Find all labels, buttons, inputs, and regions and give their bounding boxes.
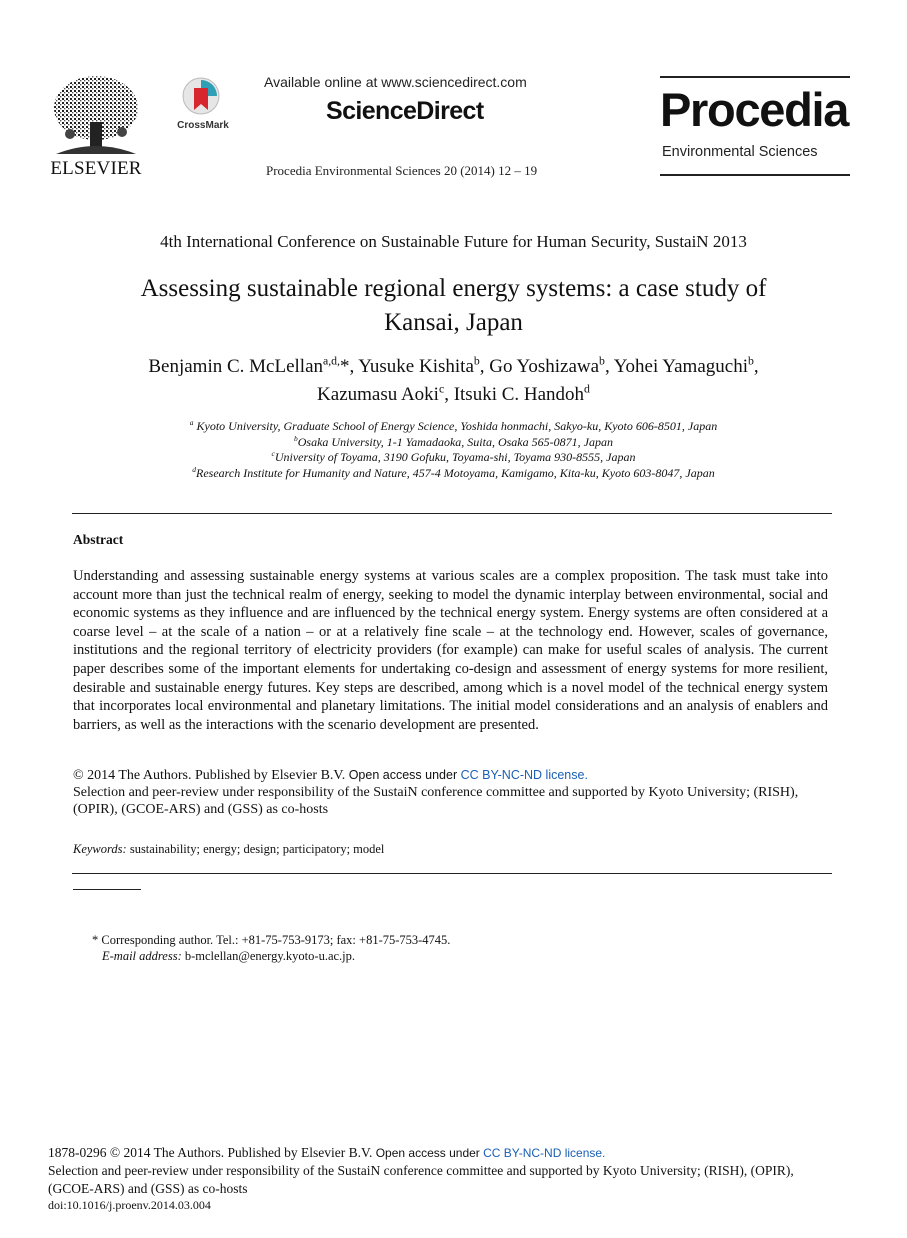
title-line-1: Assessing sustainable regional energy systems: a case study of [140, 275, 767, 302]
footnote-rule [73, 889, 141, 890]
affiliation-text: Osaka University, 1-1 Yamadaoka, Suita, Osaka 565-0871, Japan [297, 434, 613, 449]
abstract-bottom-rule [72, 873, 832, 874]
procedia-bottom-rule [660, 174, 850, 176]
affiliation-d [0, 466, 907, 482]
crossmark-label: CrossMark [177, 120, 229, 131]
author-sup: b [748, 354, 754, 368]
abstract-heading: Abstract [73, 532, 124, 547]
copyright-text: © 2014 The Authors. Published by Elsevier B.V. [73, 768, 346, 783]
email-line [92, 948, 450, 964]
affiliation-sup: c [271, 449, 275, 458]
crossmark-icon [181, 76, 221, 118]
open-access-text: Open access under [345, 768, 461, 782]
keywords-line [73, 842, 384, 857]
affiliation-a [0, 419, 907, 435]
authors-line-1 [0, 353, 907, 381]
affiliation-c [0, 450, 907, 466]
abstract-top-rule [72, 513, 832, 514]
affiliation-text: Research Institute for Humanity and Nature, 457-4 Motoyama, Kamigamo, Kita-ku, Kyoto 603-8047, Japan [196, 465, 715, 480]
footer-selection: Selection and peer-review under responsibility of the SustaiN conference committee and supported by Kyoto University; (RISH), (OPIR), (GCOE-ARS) and (GSS) as co-hosts [48, 1163, 794, 1196]
procedia-logo [660, 76, 850, 176]
email-label: E-mail address: [102, 949, 182, 963]
keywords-value: sustainability; energy; design; participatory; model [126, 842, 385, 856]
author-list [0, 353, 907, 409]
page-footer [48, 1144, 828, 1215]
email-address[interactable]: b-mclellan@energy.kyoto-u.ac.jp. [181, 949, 356, 963]
license-link[interactable]: CC BY-NC-ND license. [460, 768, 588, 782]
author-sup: b [599, 354, 605, 368]
author-sup: b [473, 354, 480, 368]
affiliations [0, 419, 907, 481]
affiliation-text: University of Toyama, 3190 Gofuku, Toyama-shi, Toyama 930-8555, Japan [274, 450, 636, 464]
conference-name: 4th International Conference on Sustainable Future for Human Security, SustaiN 2013 [160, 232, 747, 251]
author-sup: a,d, [323, 354, 340, 368]
procedia-subtitle: Environmental Sciences [662, 144, 818, 160]
available-online: Available online at www.sciencedirect.com [264, 74, 527, 90]
author-name: , Itsuki C. Handoh [444, 384, 585, 405]
footer-doi[interactable]: doi:10.1016/j.proenv.2014.03.004 [48, 1198, 211, 1213]
selection-statement: Selection and peer-review under responsibility of the SustaiN conference committee and supported by Kyoto University; (RISH), (OPIR), (GCOE-ARS) and (GSS) as co-hosts [73, 785, 799, 817]
procedia-title: Procedia [660, 83, 849, 136]
author-name: Kazumasu Aoki [317, 384, 439, 405]
title-line-2: Kansai, Japan [384, 309, 523, 336]
affiliation-b [0, 435, 907, 451]
elsevier-logo [48, 74, 144, 178]
corresponding-author: * Corresponding author. Tel.: +81-75-753-9173; fax: +81-75-753-4745. [92, 933, 451, 947]
authors-line-2 [0, 381, 907, 409]
affiliation-sup: b [294, 433, 298, 443]
footer-issn-line [48, 1144, 828, 1162]
author-name: , Yusuke Kishita [349, 356, 474, 377]
copyright-block [73, 767, 833, 818]
footer-open-access: Open access under [372, 1146, 484, 1160]
author-name: , Yohei Yamaguchi [604, 356, 748, 377]
journal-citation: Procedia Environmental Sciences 20 (2014) 12 – 19 [266, 163, 538, 178]
author-name: Benjamin C. McLellan [148, 356, 323, 377]
elsevier-tree-icon [50, 74, 142, 156]
crossmark-logo[interactable] [172, 76, 234, 134]
footer-license-link[interactable]: CC BY-NC-ND license. [483, 1146, 606, 1160]
author-name: , Go Yoshizawa [479, 356, 600, 377]
corresponding-star: * [340, 356, 350, 377]
affiliation-sup: a [189, 418, 194, 427]
abstract-body: Understanding and assessing sustainable energy systems at various scales are a complex proposition. The task must take into account more than just the technical realm of energy, seeking to model the dynamic interplay between environmental, social and economic systems as they influence and are influenced by the technical energy system. Energy systems are often considered at a coarse level – at the scale of a nation – or at a relatively fine scale – at the technology end. However, scales of governance, institutions and the regional territory of electricity providers (for example) can make for useful scales of analysis. The current paper describes some of the important elements for undertaking co-design and assessment of energy systems for more resilient, desirable and sustainable energy futures. Key steps are described, among which is a novel model of the technical energy system that incorporates local environmental and planetary limitations. The initial model considerations and an analysis of enablers and barriers, as well as the interactions with the scenario development are presented. [73, 568, 828, 733]
author-sup: d [584, 382, 590, 396]
affiliation-sup: d [192, 464, 196, 474]
author-separator: , [753, 356, 759, 377]
keywords-label: Keywords: [73, 842, 127, 856]
author-sup: c [438, 382, 445, 396]
footer-issn: 1878-0296 © 2014 The Authors. Published by Elsevier B.V. [48, 1145, 373, 1160]
procedia-top-rule [660, 76, 850, 78]
copyright-line [73, 767, 833, 784]
publisher-name: ELSEVIER [50, 158, 142, 179]
affiliation-text: Kyoto University, Graduate School of Energy Science, Yoshida honmachi, Sakyo-ku, Kyoto 606-8501, Japan [193, 419, 718, 433]
paper-title [0, 272, 907, 340]
footnote [92, 932, 450, 964]
sciencedirect-logo[interactable]: ScienceDirect [326, 97, 484, 125]
